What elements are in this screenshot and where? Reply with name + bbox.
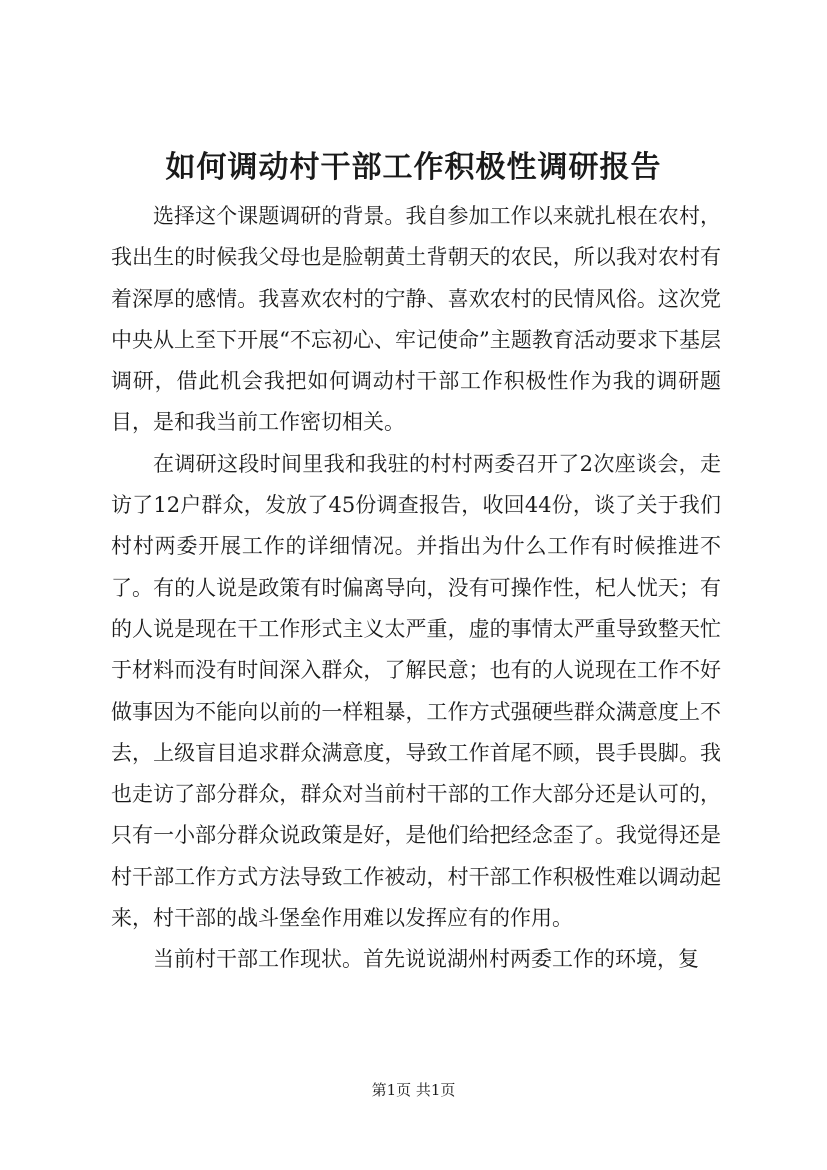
- page-title: 如何调动村干部工作积极性调研报告: [165, 150, 662, 185]
- page-footer: 第1页 共1页: [371, 1081, 456, 1099]
- paragraph-research-process: 在调研这段时间里我和我驻的村村两委召开了2次座谈会，走访了12户群众，发放了45份调查报告，收回44份，谈了关于我们村村两委开展工作的详细情况。并指出为什么工作有时候推进不了。有的人说是政策有时偏离导向，没有可操作性，杞人忧天；有的人说是现在干工作形式主义太严重，虚的事情太严重导致整天忙于材料而没有时间深入群众，了解民意；也有的人说现在工作不好做事因为不能向以前的一样粗暴，工作方式强硬些群众满意度上不去，上级盲目追求群众满意度，导致工作首尾不顾，畏手畏脚。我也走访了部分群众，群众对当前村干部的工作大部分还是认可的，只有一小部分群众说政策是好，是他们给把经念歪了。我觉得还是村干部工作方式方法导致工作被动，村干部工作积极性难以调动起来，村干部的战斗堡垒作用难以发挥应有的作用。: [111, 451, 721, 931]
- paragraph-background: 选择这个课题调研的背景。我自参加工作以来就扎根在农村，我出生的时候我父母也是脸朝黄土背朝天的农民，所以我对农村有着深厚的感情。我喜欢农村的宁静、喜欢农村的民情风俗。这次党中央从上至下开展“不忘初心、牢记使命”主题教育活动要求下基层调研，借此机会我把如何调动村干部工作积极性作为我的调研题目，是和我当前工作密切相关。: [111, 204, 721, 435]
- document-body: [111, 196, 721, 981]
- paragraph-current-status: 当前村干部工作现状。首先说说湖州村两委工作的环境，复: [153, 947, 699, 972]
